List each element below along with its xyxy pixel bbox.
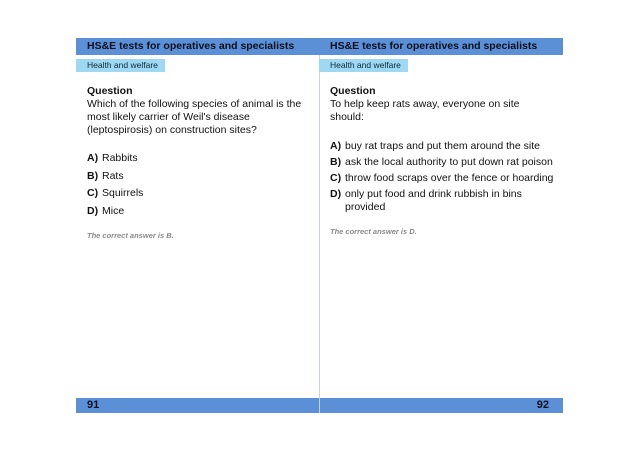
section-tag: Health and welfare [76,59,165,72]
answer-options [330,140,563,214]
page-header: HS&E tests for operatives and specialists [76,38,320,55]
option-text: Rabbits [102,152,138,164]
option-c [330,172,563,185]
option-key: D) [87,204,99,217]
option-text: Squirrels [102,187,144,199]
page-number-right: 92 [320,398,563,413]
option-key: B) [87,169,99,182]
option-text: Rats [102,169,124,182]
option-key: C) [330,172,342,184]
option-key: A) [330,140,342,152]
option-text: ask the local authority to put down rat poison [345,156,553,168]
option-a [330,140,563,153]
option-b [330,156,563,169]
option-text: only put food and drink rubbish in bins provided [345,188,522,213]
option-text: Mice [102,204,125,217]
correct-answer: The correct answer is B. [87,231,174,240]
option-key: B) [330,156,342,168]
option-key: A) [87,152,99,164]
option-a [87,151,320,167]
option-d [87,204,320,220]
right-page [319,38,563,413]
option-text: throw food scraps over the fence or hoarding [345,172,554,184]
option-key: C) [87,187,99,199]
left-page [76,38,320,413]
question-text: To help keep rats away, everyone on site should: [330,98,520,123]
section-tag: Health and welfare [319,59,408,72]
option-b [87,169,320,185]
page-header: HS&E tests for operatives and specialists [319,38,563,55]
question-label: Question [330,85,376,97]
option-c [87,186,320,202]
page-number-left: 91 [76,398,319,413]
option-text: buy rat traps and put them around the site [345,140,540,152]
correct-answer: The correct answer is D. [330,227,417,236]
option-key: D) [330,188,342,200]
answer-options [87,151,320,219]
question-label: Question [87,85,133,97]
option-d [330,188,563,214]
question-text: Which of the following species of animal is the most likely carrier of Weil's disease (leptospirosis) on construction sites? [87,98,302,136]
